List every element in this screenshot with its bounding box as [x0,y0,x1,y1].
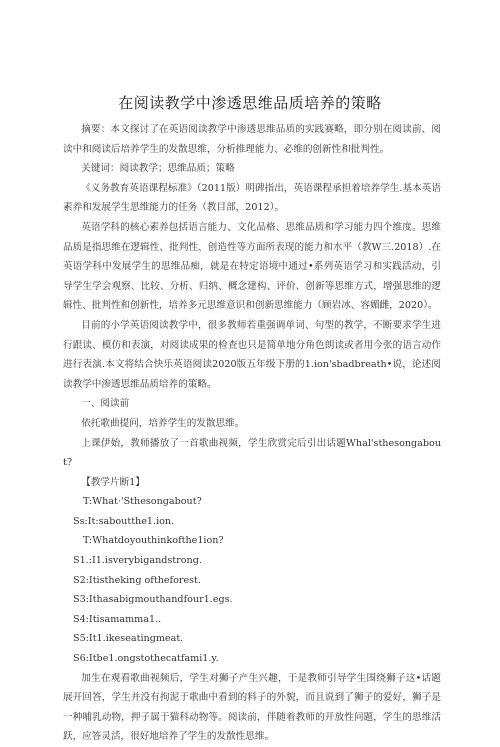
dialogue-line: S5:It1.ikeseatingmeat. [73,633,184,645]
section-heading: 一、阅读前 [81,398,130,410]
dialogue-block [63,492,441,668]
body-paragraph: 目前的小学英语阅读教学中，很多教师若重强调单词、句型的教学，不断要求学生进行跟读、模仿和表演，对阅读成果的检查也只是简单地分角色朗读或者用今张的语言动作进行表演.本文将结合快乐英语阅读2020版五年级下册的1.ion'sbadbreath•说，论述阅读教学中渗透思维品质培养的策略。 [63,319,441,390]
dialogue-line: S2:Itistheking oftheforest. [73,574,201,586]
dialogue-line: S6:Itbe1.ongstothecatfami1.y. [73,653,219,665]
dialogue-line: S4:Itisamamma1.. [73,613,162,625]
body-paragraph: 英语学科的核心素养包括语言能力、文化品格、思维品质和学习能力四个维度。思维品质是指思维在逻辑性、批判性、创造性等方面所表现的能力和水平（教W三.2018）.在英语学科中发展学生的思维品痴，就是在特定语境中通过•系列英语学习和实践活动，引导学生学会观察、比较、分析、归纳、概念建构、评价、创新等思维方式，增强思维的逻辑性、批判性和创新性，培养多元思维意识和创新思维能力（顾岩冰、容媚雌，2020）。 [63,221,441,312]
body-paragraph: 上课伊始，教师播放了一首歌曲视频，学生欣赏完后引出话题Whal'sthesongabout? [63,437,441,469]
dialogue-line: T:What·'Sthesongabout? [83,496,202,508]
body-paragraph: 加生在观看歌曲视频后，学生对狮子产生兴趣，于是教师引导学生围绕狮子这•话题展开回答，学生并没有拘泥于歌曲中看到的料子的外貌，而且说到了狮子的爱好，狮子是一种哺乳动物，押子属于猫科动物等。阅读前，伴随着教师的开放性问题，学生的思维活跃，应答灵活，很好地培养了学生的发散性思维。 [63,672,441,743]
body-paragraph: 《义务教育英语课程标准》（2011版）明碑指出，英语课程承担着培养学生.基本英语素养和发展学生思维能力的任务（教目部，2012）。 [63,182,441,214]
abstract-paragraph: 摘要：本文探讨了在英语阅读教学中渗透思维品质的实践赛略，即分别在阅读前、阅读中和阅读后培养学生的发散思维，分析推理能力、必维的创新性和批判性。 [63,124,441,155]
fragment-label: 【教学片断1】 [81,476,145,488]
dialogue-line: T:Whatdoyouthinkofthe1ion? [83,535,224,547]
subsection-heading: 依托歌曲提问，培养学生的发散思维。 [81,417,245,429]
page-title: 在阅读教学中渗透思维品质培养的策略 [118,94,382,112]
dialogue-line: Ss:It:saboutthe1.ion. [73,515,175,527]
dialogue-line: S1.:I1.isverybigandstrong. [73,555,202,567]
document-body [63,120,441,747]
keywords-line: 关键词：阅读教学；思维品质；策略 [81,163,235,175]
dialogue-line: S3:Ithasabigmouthandfour1.egs. [73,594,233,606]
